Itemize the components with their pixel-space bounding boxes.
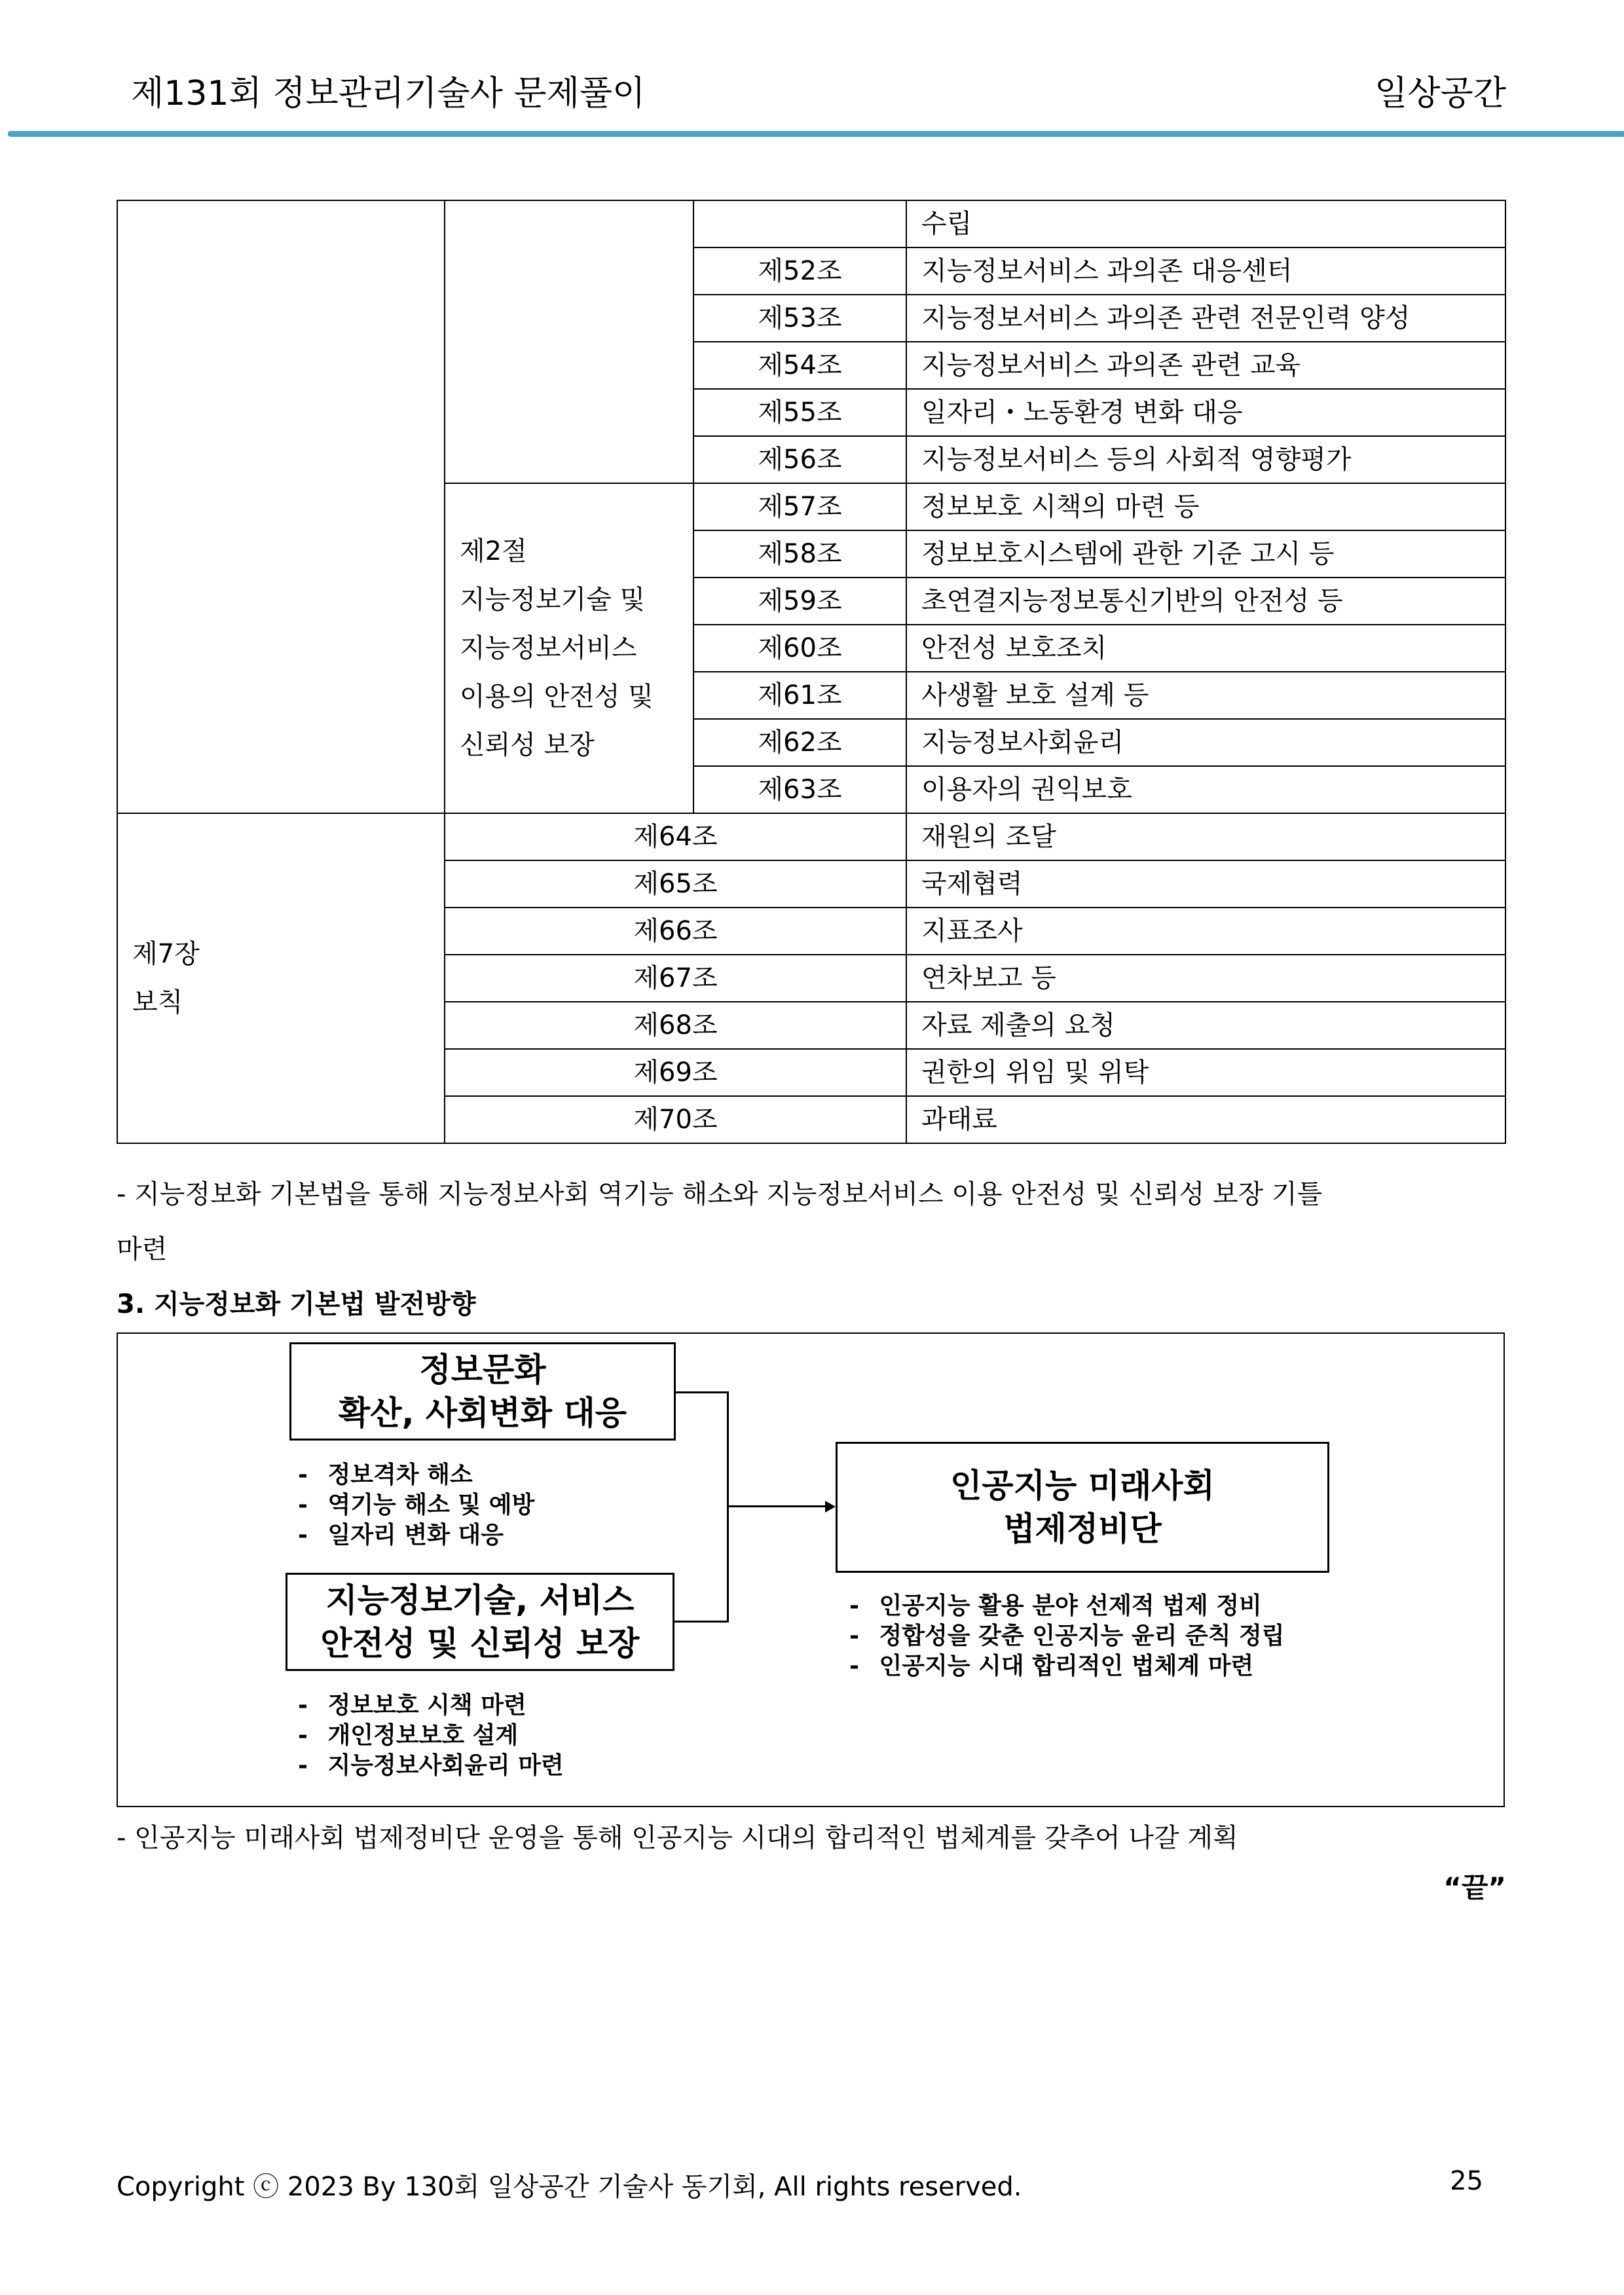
footer-page-number: 25 <box>1450 2166 1483 2196</box>
section-3-heading: 3. 지능정보화 기본법 발전방향 <box>117 1289 476 1319</box>
content-cell: 지표조사 <box>906 908 1505 955</box>
list-item: - 정합성을 갖춘 인공지능 윤리 준칙 정립 <box>849 1621 1285 1651</box>
content-cell: 권한의 위임 및 위탁 <box>906 1049 1505 1096</box>
content-cell: 일자리・노동환경 변화 대응 <box>906 389 1505 436</box>
list-item: - 역기능 해소 및 예방 <box>298 1490 534 1520</box>
ai-safety-box <box>286 1573 674 1671</box>
article-cell: 제61조 <box>693 672 906 719</box>
ai-safety-list <box>298 1691 564 1781</box>
connector-line <box>676 1391 728 1393</box>
article-cell: 제70조 <box>445 1096 906 1143</box>
content-cell: 과태료 <box>906 1096 1505 1143</box>
summary-note-line: 마련 <box>117 1234 168 1264</box>
connector-line <box>674 1621 728 1623</box>
content-cell: 지능정보서비스 과의존 관련 교육 <box>906 342 1505 389</box>
content-cell: 이용자의 권익보호 <box>906 766 1505 813</box>
content-cell: 지능정보사회윤리 <box>906 719 1505 766</box>
box-title-line: 법제정비단 <box>1003 1510 1162 1548</box>
header-title: 제131회 정보관리기술사 문제풀이 <box>131 74 646 113</box>
article-cell: 제54조 <box>693 342 906 389</box>
content-cell: 초연결지능정보통신기반의 안전성 등 <box>906 578 1505 625</box>
table-row <box>117 200 1505 248</box>
arrow-right-icon <box>825 1501 836 1513</box>
list-item: - 개인정보보호 설계 <box>298 1721 564 1751</box>
content-cell: 자료 제출의 요청 <box>906 1002 1505 1049</box>
list-item: - 정보격차 해소 <box>298 1460 534 1490</box>
article-cell: 제53조 <box>693 295 906 342</box>
content-cell: 지능정보서비스 과의존 대응센터 <box>906 248 1505 295</box>
connector-line <box>728 1505 826 1507</box>
chapter7-label-cell <box>117 813 445 1143</box>
chapter7-label-line: 보칙 <box>132 987 183 1018</box>
content-cell: 정보보호시스템에 관한 기준 고시 등 <box>906 530 1505 578</box>
article-cell: 제66조 <box>445 908 906 955</box>
content-cell: 수립 <box>906 200 1505 248</box>
ai-legal-team-box <box>836 1442 1329 1573</box>
content-cell: 국제협력 <box>906 860 1505 908</box>
article-cell: 제55조 <box>693 389 906 436</box>
article-cell: 제62조 <box>693 719 906 766</box>
article-cell: 제68조 <box>445 1002 906 1049</box>
chapter-cell-empty <box>117 200 445 813</box>
section2-label-line: 제2절 <box>460 536 527 566</box>
box-title-line: 지능정보기술, 서비스 <box>325 1581 635 1619</box>
content-cell: 재원의 조달 <box>906 813 1505 860</box>
plan-note: - 인공지능 미래사회 법제정비단 운영을 통해 인공지능 시대의 합리적인 법체계를 갖추어 나갈 계획 <box>117 1823 1238 1853</box>
box-title-line: 인공지능 미래사회 <box>950 1467 1215 1505</box>
section2-label-line: 지능정보기술 및 <box>460 585 646 615</box>
summary-note-line: - 지능정보화 기본법을 통해 지능정보사회 역기능 해소와 지능정보서비스 이용 안전성 및 신뢰성 보장 기틀 <box>117 1179 1323 1209</box>
content-cell: 연차보고 등 <box>906 955 1505 1002</box>
article-cell: 제58조 <box>693 530 906 578</box>
header-divider <box>8 131 1624 137</box>
section-cell-empty <box>445 200 693 483</box>
end-mark: “끝” <box>1443 1871 1506 1903</box>
table-row <box>117 813 1505 860</box>
section2-label-cell <box>445 483 693 813</box>
footer-copyright: Copyright ⓒ 2023 By 130회 일상공간 기술사 동기회, All rights reserved. <box>117 2172 1022 2202</box>
list-item: - 인공지능 활용 분야 선제적 법제 정비 <box>849 1591 1285 1621</box>
article-cell: 제64조 <box>445 813 906 860</box>
article-cell: 제56조 <box>693 436 906 483</box>
law-articles-table <box>117 200 1506 1144</box>
list-item: - 지능정보사회윤리 마련 <box>298 1751 564 1781</box>
box-title-line: 정보문화 <box>419 1351 546 1389</box>
list-item: - 일자리 변화 대응 <box>298 1520 534 1551</box>
content-cell: 사생활 보호 설계 등 <box>906 672 1505 719</box>
article-cell: 제69조 <box>445 1049 906 1096</box>
content-cell: 지능정보서비스 등의 사회적 영향평가 <box>906 436 1505 483</box>
box-title-line: 안전성 및 신뢰성 보장 <box>320 1625 640 1662</box>
article-cell: 제59조 <box>693 578 906 625</box>
header-right-label: 일상공간 <box>1375 74 1506 113</box>
info-culture-box <box>289 1342 676 1441</box>
ai-legal-team-list <box>849 1591 1285 1681</box>
article-cell: 제60조 <box>693 625 906 672</box>
content-cell: 안전성 보호조치 <box>906 625 1505 672</box>
article-cell: 제67조 <box>445 955 906 1002</box>
article-cell <box>693 200 906 248</box>
content-cell: 정보보호 시책의 마련 등 <box>906 483 1505 530</box>
box-title-line: 확산, 사회변화 대응 <box>338 1394 627 1432</box>
article-cell: 제63조 <box>693 766 906 813</box>
content-cell: 지능정보서비스 과의존 관련 전문인력 양성 <box>906 295 1505 342</box>
info-culture-list <box>298 1460 534 1551</box>
list-item: - 정보보호 시책 마련 <box>298 1691 564 1721</box>
article-cell: 제52조 <box>693 248 906 295</box>
direction-diagram <box>117 1332 1505 1807</box>
article-cell: 제57조 <box>693 483 906 530</box>
chapter7-label-line: 제7장 <box>132 939 200 969</box>
section2-label-line: 지능정보서비스 <box>460 633 637 663</box>
article-cell: 제65조 <box>445 860 906 908</box>
section2-label-line: 이용의 안전성 및 <box>460 682 654 712</box>
section2-label-line: 신뢰성 보장 <box>460 730 595 760</box>
list-item: - 인공지능 시대 합리적인 법체계 마련 <box>849 1651 1285 1681</box>
